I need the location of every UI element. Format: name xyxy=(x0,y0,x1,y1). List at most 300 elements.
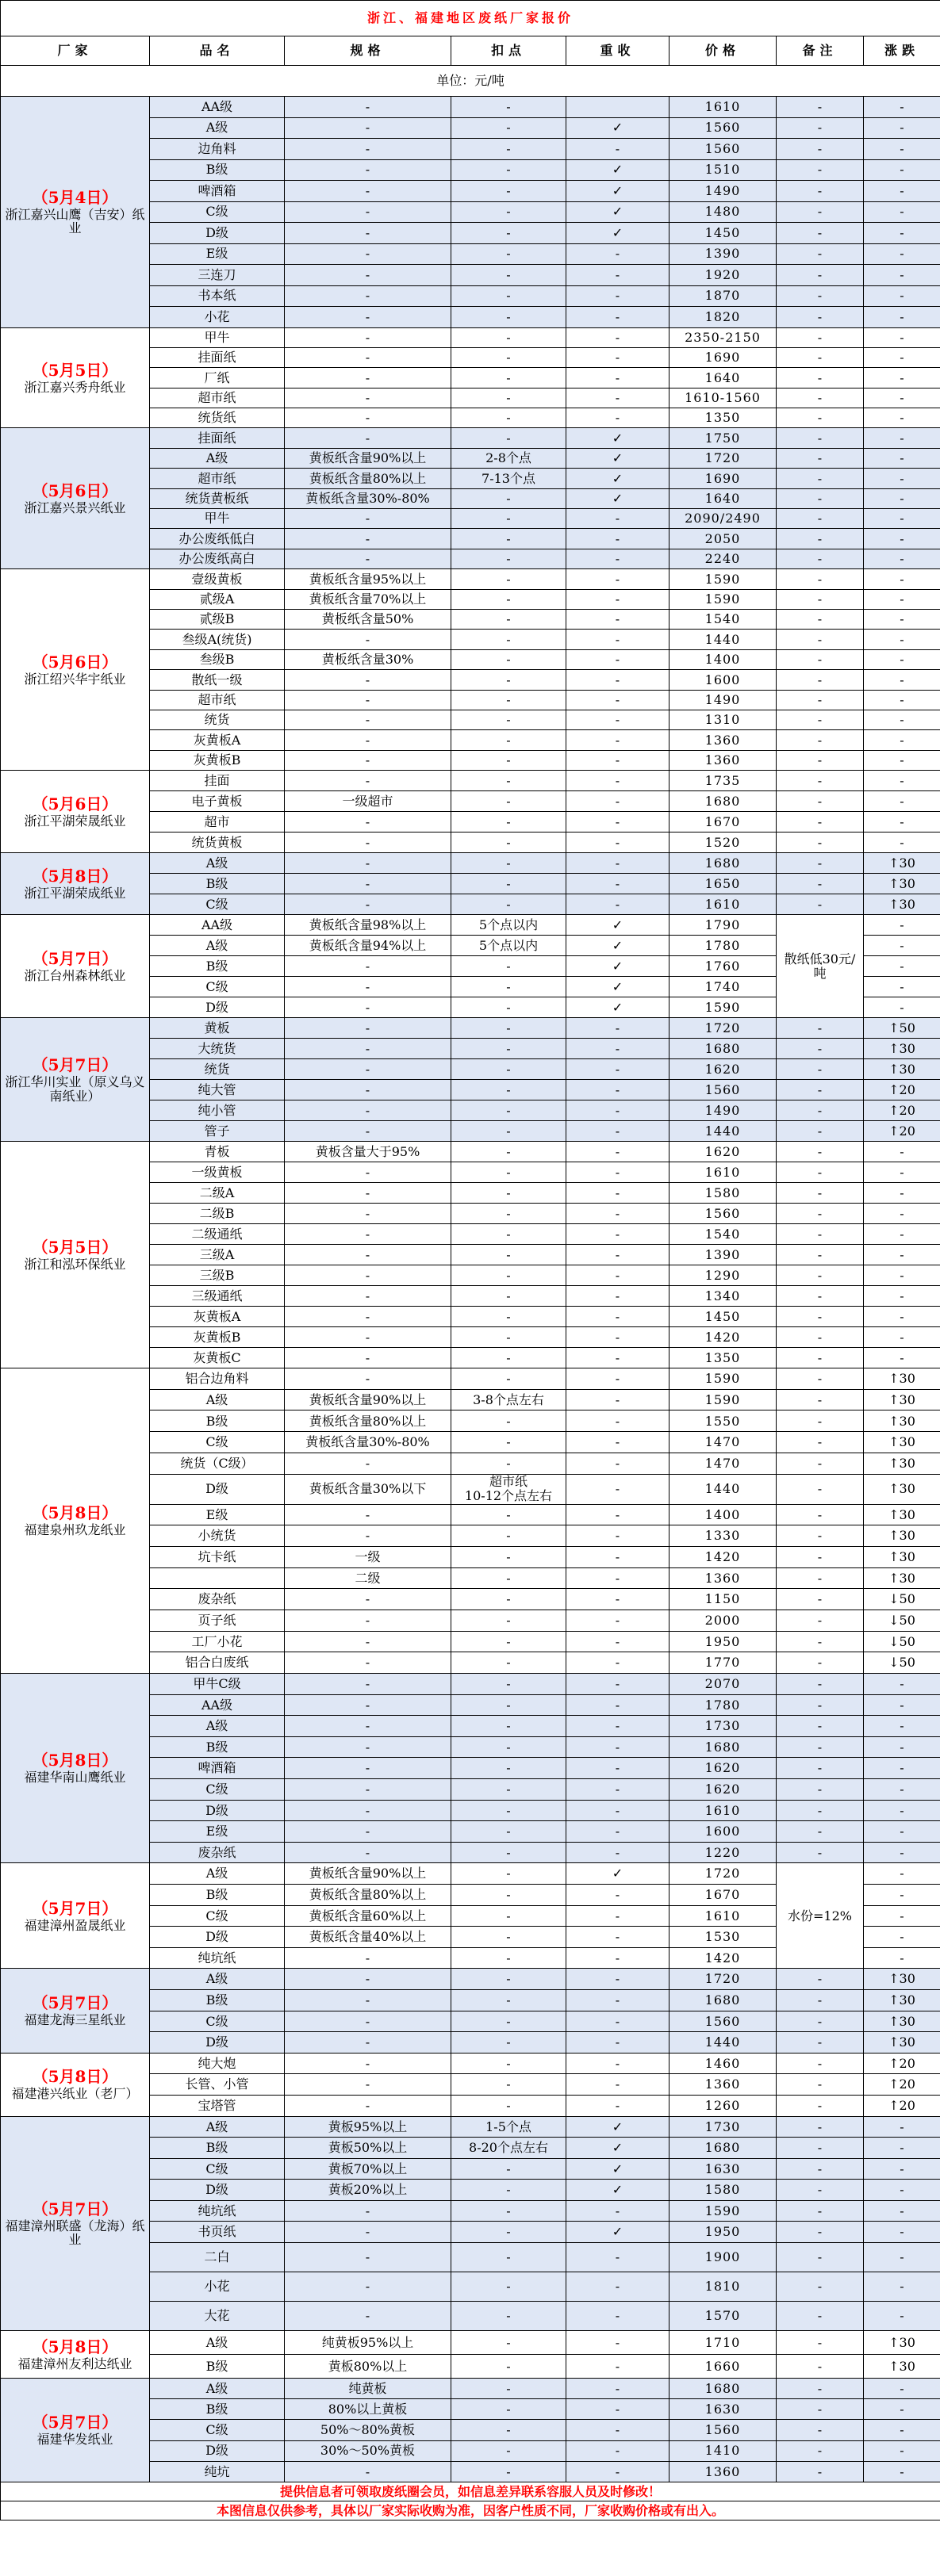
spec-cell: - xyxy=(285,1842,451,1863)
weight-check-cell: - xyxy=(566,690,670,710)
factory-cell xyxy=(1,2053,150,2116)
spec-cell: - xyxy=(285,1080,451,1100)
deduction-cell: - xyxy=(451,956,566,977)
change-cell: - xyxy=(864,1884,940,1905)
factory-name: 福建龙海三星纸业 xyxy=(24,2012,126,2028)
note-cell: - xyxy=(777,771,864,791)
grade-cell: 灰黄板A xyxy=(150,730,285,750)
change-cell: - xyxy=(864,1674,940,1695)
grade-cell: A级 xyxy=(150,448,285,468)
spec-cell: 黄板纸含量30% xyxy=(285,649,451,669)
weight-check-cell: ✓ xyxy=(566,159,670,181)
grade-cell: 甲牛 xyxy=(150,509,285,529)
grade-cell: 废杂纸 xyxy=(150,1842,285,1863)
price-cell: 1620 xyxy=(670,1758,777,1779)
weight-check-cell: - xyxy=(566,874,670,894)
note-cell: - xyxy=(777,1327,864,1348)
price-cell: 1260 xyxy=(670,2095,777,2116)
change-cell: - xyxy=(864,243,940,265)
weight-check-cell: ✓ xyxy=(566,117,670,139)
spec-cell: - xyxy=(285,1100,451,1121)
weight-check-cell: - xyxy=(566,388,670,408)
deduction-cell: - xyxy=(451,1694,566,1716)
change-cell: - xyxy=(864,1800,940,1821)
grade-cell: 页子纸 xyxy=(150,1610,285,1631)
weight-check-cell: - xyxy=(566,1327,670,1348)
note-cell: - xyxy=(777,2053,864,2074)
price-cell: 1460 xyxy=(670,2053,777,2074)
note-cell: - xyxy=(777,1453,864,1474)
grade-cell: D级 xyxy=(150,2032,285,2054)
change-cell: - xyxy=(864,997,940,1018)
weight-check-cell: ✓ xyxy=(566,2158,670,2180)
unit-label: 单位：元/吨 xyxy=(1,66,940,97)
deduction-cell: - xyxy=(451,1183,566,1204)
note-cell: - xyxy=(777,589,864,609)
change-cell: ↑20 xyxy=(864,1080,940,1100)
change-cell: ↓50 xyxy=(864,1610,940,1631)
grade-cell: 挂面纸 xyxy=(150,428,285,448)
deduction-cell: - xyxy=(451,997,566,1018)
weight-check-cell: - xyxy=(566,1947,670,1969)
deduction-cell: - xyxy=(451,1716,566,1737)
spec-cell: - xyxy=(285,2011,451,2032)
weight-check-cell: - xyxy=(566,2331,670,2355)
factory-date: （5月7日） xyxy=(32,1993,118,2013)
change-cell: ↑30 xyxy=(864,1474,940,1504)
change-cell: - xyxy=(864,1758,940,1779)
weight-check-cell: - xyxy=(566,1018,670,1039)
change-cell: - xyxy=(864,97,940,118)
deduction-cell: - xyxy=(451,223,566,244)
change-cell: - xyxy=(864,1694,940,1716)
note-cell: - xyxy=(777,791,864,812)
price-cell: 1790 xyxy=(670,915,777,936)
price-cell: 1470 xyxy=(670,1453,777,1474)
weight-check-cell: - xyxy=(566,2379,670,2399)
deduction-cell: - xyxy=(451,117,566,139)
note-cell: - xyxy=(777,1631,864,1652)
weight-check-cell: - xyxy=(566,509,670,529)
grade-cell: 灰黄板A xyxy=(150,1307,285,1327)
note-cell: - xyxy=(777,1546,864,1567)
grade-cell: 叁级A(统货) xyxy=(150,630,285,649)
price-cell: 1580 xyxy=(670,1183,777,1204)
note-cell: - xyxy=(777,2158,864,2180)
change-cell: ↑30 xyxy=(864,874,940,894)
price-cell: 1390 xyxy=(670,1245,777,1265)
deduction-cell: - xyxy=(451,1018,566,1039)
weight-check-cell: - xyxy=(566,1162,670,1183)
weight-check-cell: ✓ xyxy=(566,223,670,244)
column-header: 涨跌 xyxy=(864,36,940,66)
price-cell: 1610 xyxy=(670,97,777,118)
table-row xyxy=(1,1142,940,1162)
change-cell: - xyxy=(864,388,940,408)
price-cell: 1620 xyxy=(670,1142,777,1162)
grade-cell: 大统货 xyxy=(150,1039,285,1059)
weight-check-cell: - xyxy=(566,569,670,589)
grade-cell: D级 xyxy=(150,1800,285,1821)
price-cell: 1150 xyxy=(670,1589,777,1610)
deduction-cell: - xyxy=(451,1265,566,1286)
price-cell: 1600 xyxy=(670,670,777,690)
weight-check-cell: - xyxy=(566,1286,670,1307)
column-header: 规格 xyxy=(285,36,451,66)
weight-check-cell: - xyxy=(566,1121,670,1142)
change-cell: ↑30 xyxy=(864,1039,940,1059)
grade-cell: A级 xyxy=(150,853,285,874)
spec-cell: - xyxy=(285,730,451,750)
deduction-cell: 3-8个点左右 xyxy=(451,1389,566,1410)
change-cell: ↑50 xyxy=(864,1018,940,1039)
price-cell: 1490 xyxy=(670,690,777,710)
spec-cell: - xyxy=(285,549,451,568)
note-cell: - xyxy=(777,2222,864,2243)
grade-cell: D级 xyxy=(150,2440,285,2461)
weight-check-cell: - xyxy=(566,307,670,328)
note-cell: - xyxy=(777,2138,864,2159)
deduction-cell: - xyxy=(451,2331,566,2355)
weight-check-cell: - xyxy=(566,2440,670,2461)
deduction-cell: - xyxy=(451,1905,566,1927)
grade-cell: 壹级黄板 xyxy=(150,569,285,589)
weight-check-cell: - xyxy=(566,812,670,833)
factory-name: 福建华发纸业 xyxy=(36,2432,113,2448)
deduction-cell: - xyxy=(451,833,566,853)
change-cell: - xyxy=(864,529,940,549)
grade-cell: A级 xyxy=(150,1389,285,1410)
change-cell: - xyxy=(864,1842,940,1863)
deduction-cell: - xyxy=(451,1884,566,1905)
note-cell: - xyxy=(777,2116,864,2138)
price-cell: 1610 xyxy=(670,894,777,915)
grade-cell: 统货（C级） xyxy=(150,1453,285,1474)
factory-cell xyxy=(1,428,150,569)
note-cell: - xyxy=(777,1821,864,1843)
spec-cell: - xyxy=(285,1327,451,1348)
price-cell: 1730 xyxy=(670,2116,777,2138)
price-cell: 1560 xyxy=(670,139,777,160)
change-cell: - xyxy=(864,1245,940,1265)
change-cell: - xyxy=(864,791,940,812)
spec-cell: - xyxy=(285,874,451,894)
deduction-cell: 5个点以内 xyxy=(451,915,566,936)
deduction-cell: - xyxy=(451,2032,566,2054)
note-cell: - xyxy=(777,243,864,265)
price-cell: 1290 xyxy=(670,1265,777,1286)
grade-cell: 统货纸 xyxy=(150,408,285,428)
factory-cell xyxy=(1,2379,150,2482)
price-cell: 1410 xyxy=(670,2440,777,2461)
grade-cell: C级 xyxy=(150,2011,285,2032)
note-cell: - xyxy=(777,812,864,833)
note-cell: - xyxy=(777,1989,864,2011)
deduction-cell: - xyxy=(451,1059,566,1080)
price-cell: 1600 xyxy=(670,1821,777,1843)
weight-check-cell: ✓ xyxy=(566,181,670,202)
spec-cell: 黄板95%以上 xyxy=(285,2116,451,2138)
deduction-cell: - xyxy=(451,1162,566,1183)
deduction-cell: - xyxy=(451,1504,566,1525)
spec-cell: 黄板纸含量60%以上 xyxy=(285,1905,451,1927)
weight-check-cell: ✓ xyxy=(566,2116,670,2138)
change-cell: - xyxy=(864,139,940,160)
column-header: 厂家 xyxy=(1,36,150,66)
grade-cell: E级 xyxy=(150,243,285,265)
grade-cell: 统货 xyxy=(150,1059,285,1080)
deduction-cell: - xyxy=(451,2180,566,2201)
weight-check-cell: - xyxy=(566,1821,670,1843)
spec-cell: - xyxy=(285,1348,451,1368)
change-cell: ↓50 xyxy=(864,1631,940,1652)
factory-cell xyxy=(1,1969,150,2053)
deduction-cell: - xyxy=(451,159,566,181)
weight-check-cell: ✓ xyxy=(566,2180,670,2201)
factory-date: （5月4日） xyxy=(32,187,118,207)
price-cell: 1870 xyxy=(670,285,777,307)
note-cell: - xyxy=(777,368,864,388)
grade-cell: 书页纸 xyxy=(150,2222,285,2243)
price-cell: 1360 xyxy=(670,750,777,770)
weight-check-cell: - xyxy=(566,791,670,812)
change-cell: - xyxy=(864,569,940,589)
price-cell: 1680 xyxy=(670,1736,777,1758)
deduction-cell: - xyxy=(451,1121,566,1142)
grade-cell: 甲牛C级 xyxy=(150,1674,285,1695)
grade-cell: 统货 xyxy=(150,710,285,729)
change-cell: - xyxy=(864,730,940,750)
deduction-cell: - xyxy=(451,1525,566,1547)
spec-cell: - xyxy=(285,2302,451,2331)
weight-check-cell: - xyxy=(566,2399,670,2420)
spec-cell: 黄板70%以上 xyxy=(285,2158,451,2180)
weight-check-cell: - xyxy=(566,1389,670,1410)
weight-check-cell: - xyxy=(566,1779,670,1801)
deduction-cell: - xyxy=(451,201,566,223)
deduction-cell: - xyxy=(451,1224,566,1245)
note-cell: - xyxy=(777,730,864,750)
weight-check-cell: - xyxy=(566,771,670,791)
price-cell: 1690 xyxy=(670,347,777,367)
change-cell: - xyxy=(864,117,940,139)
spec-cell: - xyxy=(285,997,451,1018)
spec-cell: 黄板纸含量94%以上 xyxy=(285,936,451,956)
price-cell: 1440 xyxy=(670,1474,777,1504)
grade-cell: C级 xyxy=(150,2158,285,2180)
grade-cell: 青板 xyxy=(150,1142,285,1162)
weight-check-cell: - xyxy=(566,1368,670,1390)
change-cell: ↑30 xyxy=(864,2032,940,2054)
change-cell: ↑30 xyxy=(864,2331,940,2355)
change-cell: - xyxy=(864,2302,940,2331)
weight-check-cell: - xyxy=(566,1525,670,1547)
deduction-cell: - xyxy=(451,670,566,690)
factory-date: （5月6日） xyxy=(32,481,118,501)
note-cell: - xyxy=(777,509,864,529)
spec-cell: 黄板纸含量70%以上 xyxy=(285,589,451,609)
grade-cell: A级 xyxy=(150,1863,285,1885)
note-cell: - xyxy=(777,307,864,328)
deduction-cell: 7-13个点 xyxy=(451,469,566,488)
spec-cell: 黄板20%以上 xyxy=(285,2180,451,2201)
change-cell: ↑20 xyxy=(864,2053,940,2074)
deduction-cell: - xyxy=(451,690,566,710)
weight-check-cell: ✓ xyxy=(566,201,670,223)
deduction-cell: - xyxy=(451,1631,566,1652)
deduction-cell: - xyxy=(451,2440,566,2461)
price-cell: 1420 xyxy=(670,1947,777,1969)
factory-date: （5月6日） xyxy=(32,794,118,813)
deduction-cell: 5个点以内 xyxy=(451,936,566,956)
weight-check-cell: - xyxy=(566,1224,670,1245)
spec-cell: - xyxy=(285,1039,451,1059)
change-cell: - xyxy=(864,1286,940,1307)
note-cell: - xyxy=(777,223,864,244)
price-cell: 1760 xyxy=(670,956,777,977)
note-cell: - xyxy=(777,2399,864,2420)
deduction-cell: - xyxy=(451,2200,566,2222)
spec-cell: 80%以上黄板 xyxy=(285,2399,451,2420)
price-cell: 1310 xyxy=(670,710,777,729)
spec-cell: 黄板纸含量50% xyxy=(285,609,451,629)
note-cell: - xyxy=(777,1368,864,1390)
price-cell: 1480 xyxy=(670,201,777,223)
note-cell: - xyxy=(777,1525,864,1547)
note-cell: - xyxy=(777,285,864,307)
grade-cell: A级 xyxy=(150,1969,285,1990)
table-row xyxy=(1,428,940,448)
deduction-cell: - xyxy=(451,1546,566,1567)
weight-check-cell: - xyxy=(566,1307,670,1327)
weight-check-cell: - xyxy=(566,833,670,853)
price-cell: 1780 xyxy=(670,1694,777,1716)
deduction-cell: - xyxy=(451,181,566,202)
deduction-cell: - xyxy=(451,2095,566,2116)
change-cell: - xyxy=(864,469,940,488)
change-cell: ↑30 xyxy=(864,1389,940,1410)
note-cell: - xyxy=(777,1183,864,1204)
price-cell: 1590 xyxy=(670,589,777,609)
factory-cell xyxy=(1,1863,150,1969)
weight-check-cell: - xyxy=(566,347,670,367)
weight-check-cell: - xyxy=(566,1453,670,1474)
note-cell: - xyxy=(777,139,864,160)
weight-check-cell: - xyxy=(566,1567,670,1589)
deduction-cell: - xyxy=(451,2222,566,2243)
weight-check-cell: - xyxy=(566,1432,670,1453)
note-cell: - xyxy=(777,388,864,408)
grade-cell: 纯坑纸 xyxy=(150,1947,285,1969)
weight-check-cell: - xyxy=(566,368,670,388)
factory-name: 福建漳州联盛（龙海）纸业 xyxy=(5,2218,145,2248)
note-cell: - xyxy=(777,201,864,223)
change-cell: - xyxy=(864,771,940,791)
spec-cell: 黄板纸含量80%以上 xyxy=(285,1410,451,1432)
change-cell: - xyxy=(864,1142,940,1162)
spec-cell: - xyxy=(285,1694,451,1716)
spec-cell: - xyxy=(285,771,451,791)
grade-cell: 二级B xyxy=(150,1204,285,1224)
factory-date: （5月5日） xyxy=(32,1237,118,1257)
spec-cell: - xyxy=(285,1758,451,1779)
change-cell: ↓50 xyxy=(864,1652,940,1674)
price-cell: 1630 xyxy=(670,2158,777,2180)
deduction-cell: - xyxy=(451,307,566,328)
weight-check-cell: - xyxy=(566,327,670,347)
grade-cell: A级 xyxy=(150,117,285,139)
change-cell: ↑30 xyxy=(864,853,940,874)
grade-cell: 管子 xyxy=(150,1121,285,1142)
deduction-cell: - xyxy=(451,1368,566,1390)
deduction-cell: - xyxy=(451,609,566,629)
spec-cell: - xyxy=(285,1245,451,1265)
change-cell: - xyxy=(864,670,940,690)
price-cell: 1560 xyxy=(670,2011,777,2032)
change-cell: - xyxy=(864,2222,940,2243)
grade-cell: 贰级B xyxy=(150,609,285,629)
grade-cell: D级 xyxy=(150,1927,285,1948)
price-cell: 1440 xyxy=(670,1121,777,1142)
deduction-cell: - xyxy=(451,2053,566,2074)
factory-cell xyxy=(1,771,150,853)
spec-cell: - xyxy=(285,894,451,915)
note-cell: - xyxy=(777,670,864,690)
note-cell: - xyxy=(777,448,864,468)
note-cell: - xyxy=(777,1432,864,1453)
factory-cell xyxy=(1,327,150,428)
price-cell: 1735 xyxy=(670,771,777,791)
price-cell: 1400 xyxy=(670,649,777,669)
change-cell: - xyxy=(864,690,940,710)
spec-cell: - xyxy=(285,2200,451,2222)
price-cell: 1360 xyxy=(670,2461,777,2482)
change-cell: - xyxy=(864,285,940,307)
grade-cell: 三级B xyxy=(150,1265,285,1286)
table-row xyxy=(1,2053,940,2074)
spec-cell: - xyxy=(285,117,451,139)
note-cell: - xyxy=(777,1674,864,1695)
note-cell: - xyxy=(777,1039,864,1059)
grade-cell: 纯大炮 xyxy=(150,2053,285,2074)
spec-cell: - xyxy=(285,243,451,265)
grade-cell: 小统货 xyxy=(150,1525,285,1547)
note-cell: - xyxy=(777,894,864,915)
weight-check-cell: - xyxy=(566,750,670,770)
deduction-cell: - xyxy=(451,853,566,874)
change-cell: - xyxy=(864,1265,940,1286)
price-cell: 1620 xyxy=(670,1059,777,1080)
grade-cell: 办公废纸低白 xyxy=(150,529,285,549)
factory-cell xyxy=(1,915,150,1018)
grade-cell: 坑卡纸 xyxy=(150,1546,285,1567)
deduction-cell: - xyxy=(451,1039,566,1059)
spec-cell: - xyxy=(285,265,451,286)
note-cell: - xyxy=(777,750,864,770)
deduction-cell: - xyxy=(451,265,566,286)
change-cell: - xyxy=(864,936,940,956)
note-cell: - xyxy=(777,159,864,181)
deduction-cell: 1-5个点 xyxy=(451,2116,566,2138)
spec-cell: - xyxy=(285,2243,451,2272)
change-cell: - xyxy=(864,2420,940,2440)
change-cell: - xyxy=(864,2379,940,2399)
price-cell: 1570 xyxy=(670,2302,777,2331)
price-cell: 1680 xyxy=(670,2138,777,2159)
spec-cell: - xyxy=(285,1821,451,1843)
grade-cell: 超市 xyxy=(150,812,285,833)
note-cell: - xyxy=(777,1286,864,1307)
